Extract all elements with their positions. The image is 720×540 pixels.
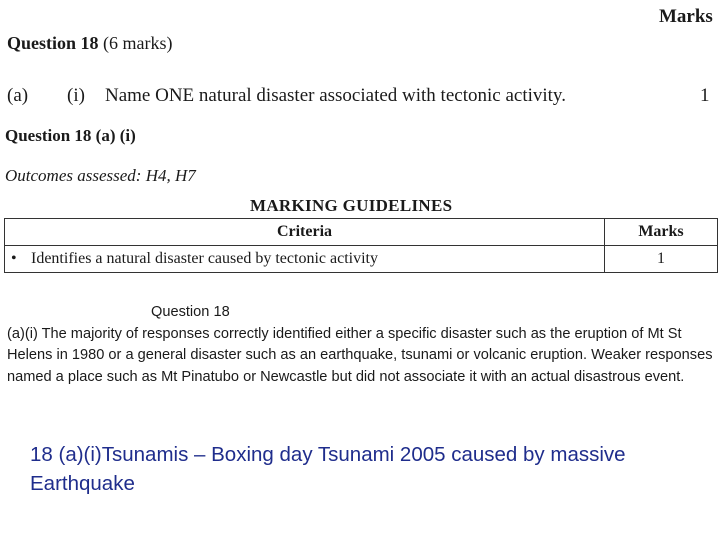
comment-title: Question 18 — [151, 304, 230, 320]
comment-body: (a)(i) The majority of responses correctly identified either a specific disaster such as the eruption of Mt St Helens in 1980 or a general disaster such as an earthquake, tsunami or volcanic eruption. Weaker responses named a place such as Mt Pinatubo or Newcastle but did not associate it with an actual disastrous event. — [7, 325, 713, 385]
student-answer: 18 (a)(i)Tsunamis – Boxing day Tsunami 2005 caused by massive Earthquake — [30, 443, 626, 495]
subsection-heading: Question 18 (a) (i) — [5, 126, 136, 145]
marks-cell: 1 — [605, 246, 718, 273]
marking-guidelines-title: MARKING GUIDELINES — [250, 196, 453, 215]
criteria-table-header-row — [5, 219, 718, 246]
marks-column-header: Marks — [659, 6, 713, 27]
question-subpart: (i) — [67, 85, 85, 106]
bullet-icon: • — [11, 250, 17, 267]
table-row — [5, 246, 718, 273]
question-label: Question 18 — [7, 33, 99, 53]
criteria-text: Identifies a natural disaster caused by tectonic activity — [31, 250, 378, 267]
criteria-column-header: Criteria — [5, 219, 605, 246]
outcomes-assessed: Outcomes assessed: H4, H7 — [5, 166, 196, 185]
criteria-table — [4, 218, 718, 273]
marks-column-header-cell: Marks — [605, 219, 718, 246]
marker-comment — [7, 302, 713, 388]
question-part: (a) — [7, 85, 29, 106]
question-marks: (6 marks) — [103, 33, 173, 53]
question-heading — [7, 33, 173, 54]
criteria-cell — [5, 246, 605, 273]
question-text: Name ONE natural disaster associated with tectonic activity. — [105, 85, 566, 106]
question-mark-value: 1 — [700, 85, 710, 106]
